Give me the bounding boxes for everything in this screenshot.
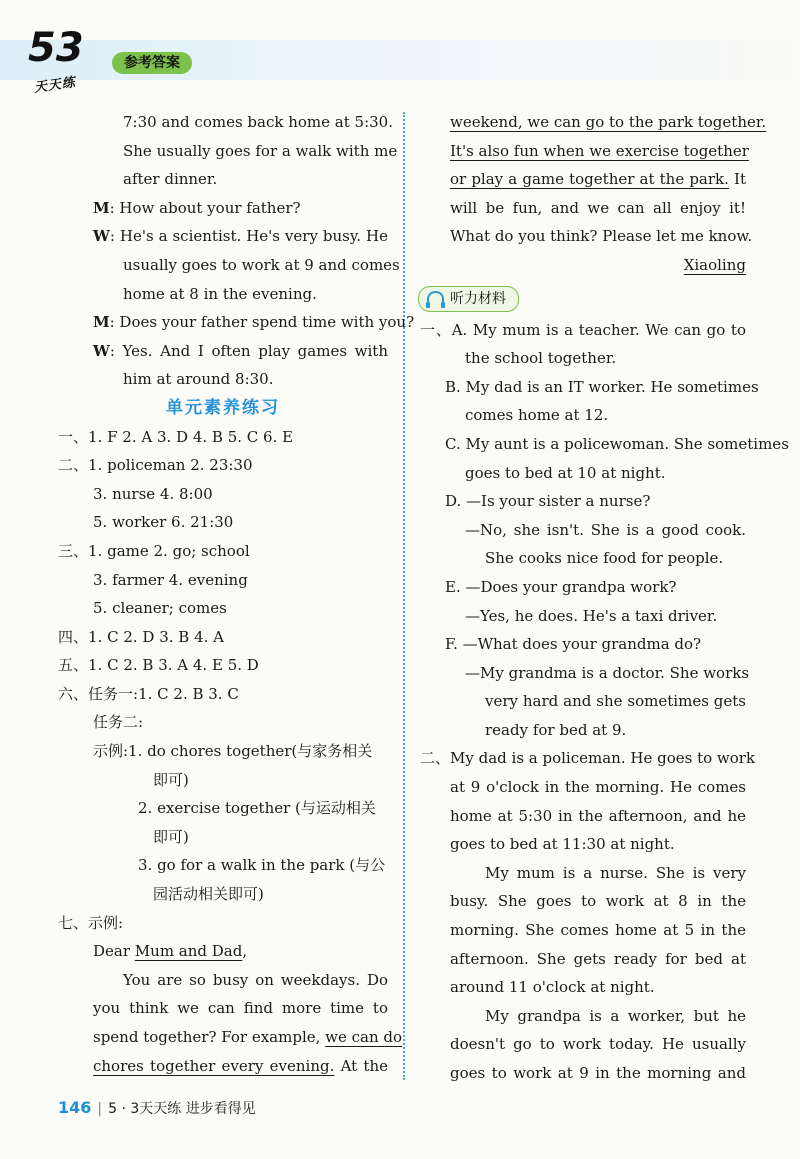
speaker: M	[93, 198, 110, 217]
answer-text: 任务一:1. C 2. B 3. C	[88, 684, 239, 703]
passage-line: My grandpa is a worker, but he	[485, 1006, 746, 1025]
letter-underlined: we can do	[325, 1028, 403, 1046]
script-line: —Yes, he does. He's a taxi driver.	[465, 606, 718, 625]
series-slogan: 进步看得见	[185, 1101, 256, 1117]
logo-text: 53	[28, 25, 84, 71]
answer-line: 即可)	[153, 827, 189, 846]
letter-line	[420, 165, 746, 194]
letter-underlined: chores together every evening.	[93, 1056, 335, 1075]
dialog-w1	[58, 222, 388, 251]
answer-line: 5. worker 6. 21:30	[93, 513, 234, 532]
headphone-icon	[427, 291, 444, 304]
letter-line: What do you think? Please let me know.	[450, 227, 753, 246]
question-number: 一、	[58, 427, 89, 446]
passage-line: morning. She comes home at 5 in the	[450, 921, 746, 940]
listening-header	[420, 280, 746, 316]
answer-q5	[58, 651, 388, 680]
script-line: E. —Does your grandpa work?	[445, 577, 677, 596]
letter-line	[58, 1052, 388, 1081]
answer-q6	[58, 680, 388, 709]
letter-text: At the	[334, 1056, 388, 1075]
listening-label: 听力材料	[450, 290, 506, 307]
script-line: B. My dad is an IT worker. He sometimes	[445, 377, 759, 396]
answer-line: 即可)	[153, 770, 189, 789]
right-column	[420, 108, 789, 1088]
section-number: 二、	[420, 749, 451, 768]
dialog-w2	[58, 337, 388, 366]
script-line: very hard and she sometimes gets	[485, 692, 746, 711]
script-line: C. My aunt is a policewoman. She sometimes	[445, 434, 789, 453]
listening-passage	[420, 744, 756, 773]
question-number: 二、	[58, 456, 89, 475]
passage-line: goes to work at 9 in the morning and	[450, 1064, 746, 1082]
answer-line: 2. exercise together (与运动相关	[138, 799, 376, 818]
page-footer	[58, 1098, 256, 1118]
dialog-text: : Yes. And I often play games with	[109, 341, 388, 360]
passage-line: My mum is a nurse. She is very	[485, 863, 746, 882]
passage-line: around 11 o'clock at night.	[450, 978, 655, 997]
letter-text: spend together? For example,	[93, 1028, 326, 1046]
letter-text: It	[728, 170, 746, 189]
answer-line: 3. nurse 4. 8:00	[93, 484, 213, 503]
answer-q1	[58, 423, 388, 452]
dialog-line: 7:30 and comes back home at 5:30.	[123, 113, 393, 131]
logo-subtext: 天天练	[33, 75, 77, 96]
dialog-line: She usually goes for a walk with me	[123, 141, 398, 160]
passage-line: goes to bed at 11:30 at night.	[450, 835, 675, 854]
dialog-m2	[58, 308, 415, 337]
script-line: —No, she isn't. She is a good cook.	[465, 520, 746, 539]
answer-text: 1. F 2. A 3. D 4. B 5. C 6. E	[88, 427, 294, 446]
answer-line: 3. go for a walk in the park (与公	[138, 856, 386, 875]
speaker: W	[93, 227, 110, 246]
letter-line: you think we can find more time to	[93, 999, 388, 1018]
script-line: comes home at 12.	[465, 406, 609, 425]
script-text: My dad is a policeman. He goes to work	[450, 749, 756, 768]
answer-q7	[58, 909, 388, 938]
dialog-line: home at 8 in the evening.	[123, 284, 317, 303]
left-column	[58, 108, 415, 1080]
script-line: ready for bed at 9.	[485, 720, 627, 739]
answer-line: 5. cleaner; comes	[93, 599, 227, 618]
passage-line: home at 5:30 in the afternoon, and he	[450, 806, 746, 825]
answer-q2	[58, 451, 388, 480]
letter-line: You are so busy on weekdays. Do	[123, 970, 388, 989]
greeting-underlined: Mum and Dad	[134, 942, 243, 961]
question-number: 四、	[58, 627, 89, 646]
letter-line	[58, 1023, 403, 1052]
question-number: 六、	[58, 684, 89, 703]
dialog-text: : He's a scientist. He's very busy. He	[109, 227, 388, 246]
dialog-line: after dinner.	[123, 170, 218, 189]
letter-line	[420, 108, 767, 137]
dialog-m1	[58, 194, 388, 223]
dialog-line: usually goes to work at 9 and comes	[123, 255, 400, 274]
passage-line: at 9 o'clock in the morning. He comes	[450, 778, 746, 797]
answer-line: 3. farmer 4. evening	[93, 570, 248, 589]
passage-line: afternoon. She gets ready for bed at	[450, 949, 746, 968]
script-line: the school together.	[465, 349, 617, 368]
script-line: D. —Is your sister a nurse?	[445, 492, 651, 511]
answer-line: 任务二:	[93, 713, 144, 732]
signature-text: Xiaoling	[683, 255, 746, 274]
script-line: —My grandma is a doctor. She works	[465, 663, 750, 682]
column-divider	[403, 112, 405, 1080]
passage-line: doesn't go to work today. He usually	[450, 1035, 746, 1054]
letter-underlined: weekend, we can go to the park together.	[450, 113, 767, 131]
answer-line: 园活动相关即可)	[153, 885, 264, 904]
letter-underlined: or play a game together at the park.	[450, 170, 729, 189]
script-text: A. My mum is a teacher. We can go to	[451, 320, 746, 339]
footer-separator: |	[97, 1101, 103, 1117]
answer-text: 1. game 2. go; school	[88, 541, 250, 560]
question-number: 七、	[58, 913, 89, 932]
listening-a	[420, 316, 746, 345]
answer-text: 1. C 2. B 3. A 4. E 5. D	[88, 656, 259, 675]
greeting-pre: Dear	[93, 942, 135, 961]
script-line: F. —What does your grandma do?	[445, 635, 702, 654]
logo	[28, 25, 108, 96]
dialog-line: him at around 8:30.	[123, 370, 274, 389]
speaker: M	[93, 313, 110, 332]
answer-q4	[58, 623, 388, 652]
letter-greeting	[58, 937, 388, 966]
listening-badge	[418, 286, 519, 312]
section-title: 单元素养练习	[166, 397, 280, 418]
passage-line: busy. She goes to work at 8 in the	[450, 892, 746, 911]
question-number: 三、	[58, 541, 89, 560]
script-line: goes to bed at 10 at night.	[465, 463, 666, 482]
answer-text: 示例:	[88, 913, 124, 932]
letter-underlined: It's also fun when we exercise together	[450, 141, 749, 160]
speaker: W	[93, 341, 110, 360]
script-line: She cooks nice food for people.	[485, 549, 724, 568]
letter-line: will be fun, and we can all enjoy it!	[450, 198, 746, 217]
question-number: 五、	[58, 656, 89, 675]
letter-line	[420, 137, 749, 166]
answer-text: 1. policeman 2. 23:30	[88, 456, 253, 475]
dialog-text: : How about your father?	[109, 198, 301, 217]
letter-signature	[420, 251, 746, 280]
section-number: 一、	[420, 320, 452, 339]
dialog-text: : Does your father spend time with you?	[109, 313, 415, 332]
page-number: 146	[58, 1098, 92, 1117]
answer-line: 示例:1. do chores together(与家务相关	[93, 742, 373, 761]
answer-q3	[58, 537, 388, 566]
series-name: 5 · 3天天练	[108, 1101, 182, 1117]
answer-badge: 参考答案	[112, 52, 192, 74]
greeting-post: ,	[242, 942, 248, 961]
answer-text: 1. C 2. D 3. B 4. A	[88, 627, 224, 646]
